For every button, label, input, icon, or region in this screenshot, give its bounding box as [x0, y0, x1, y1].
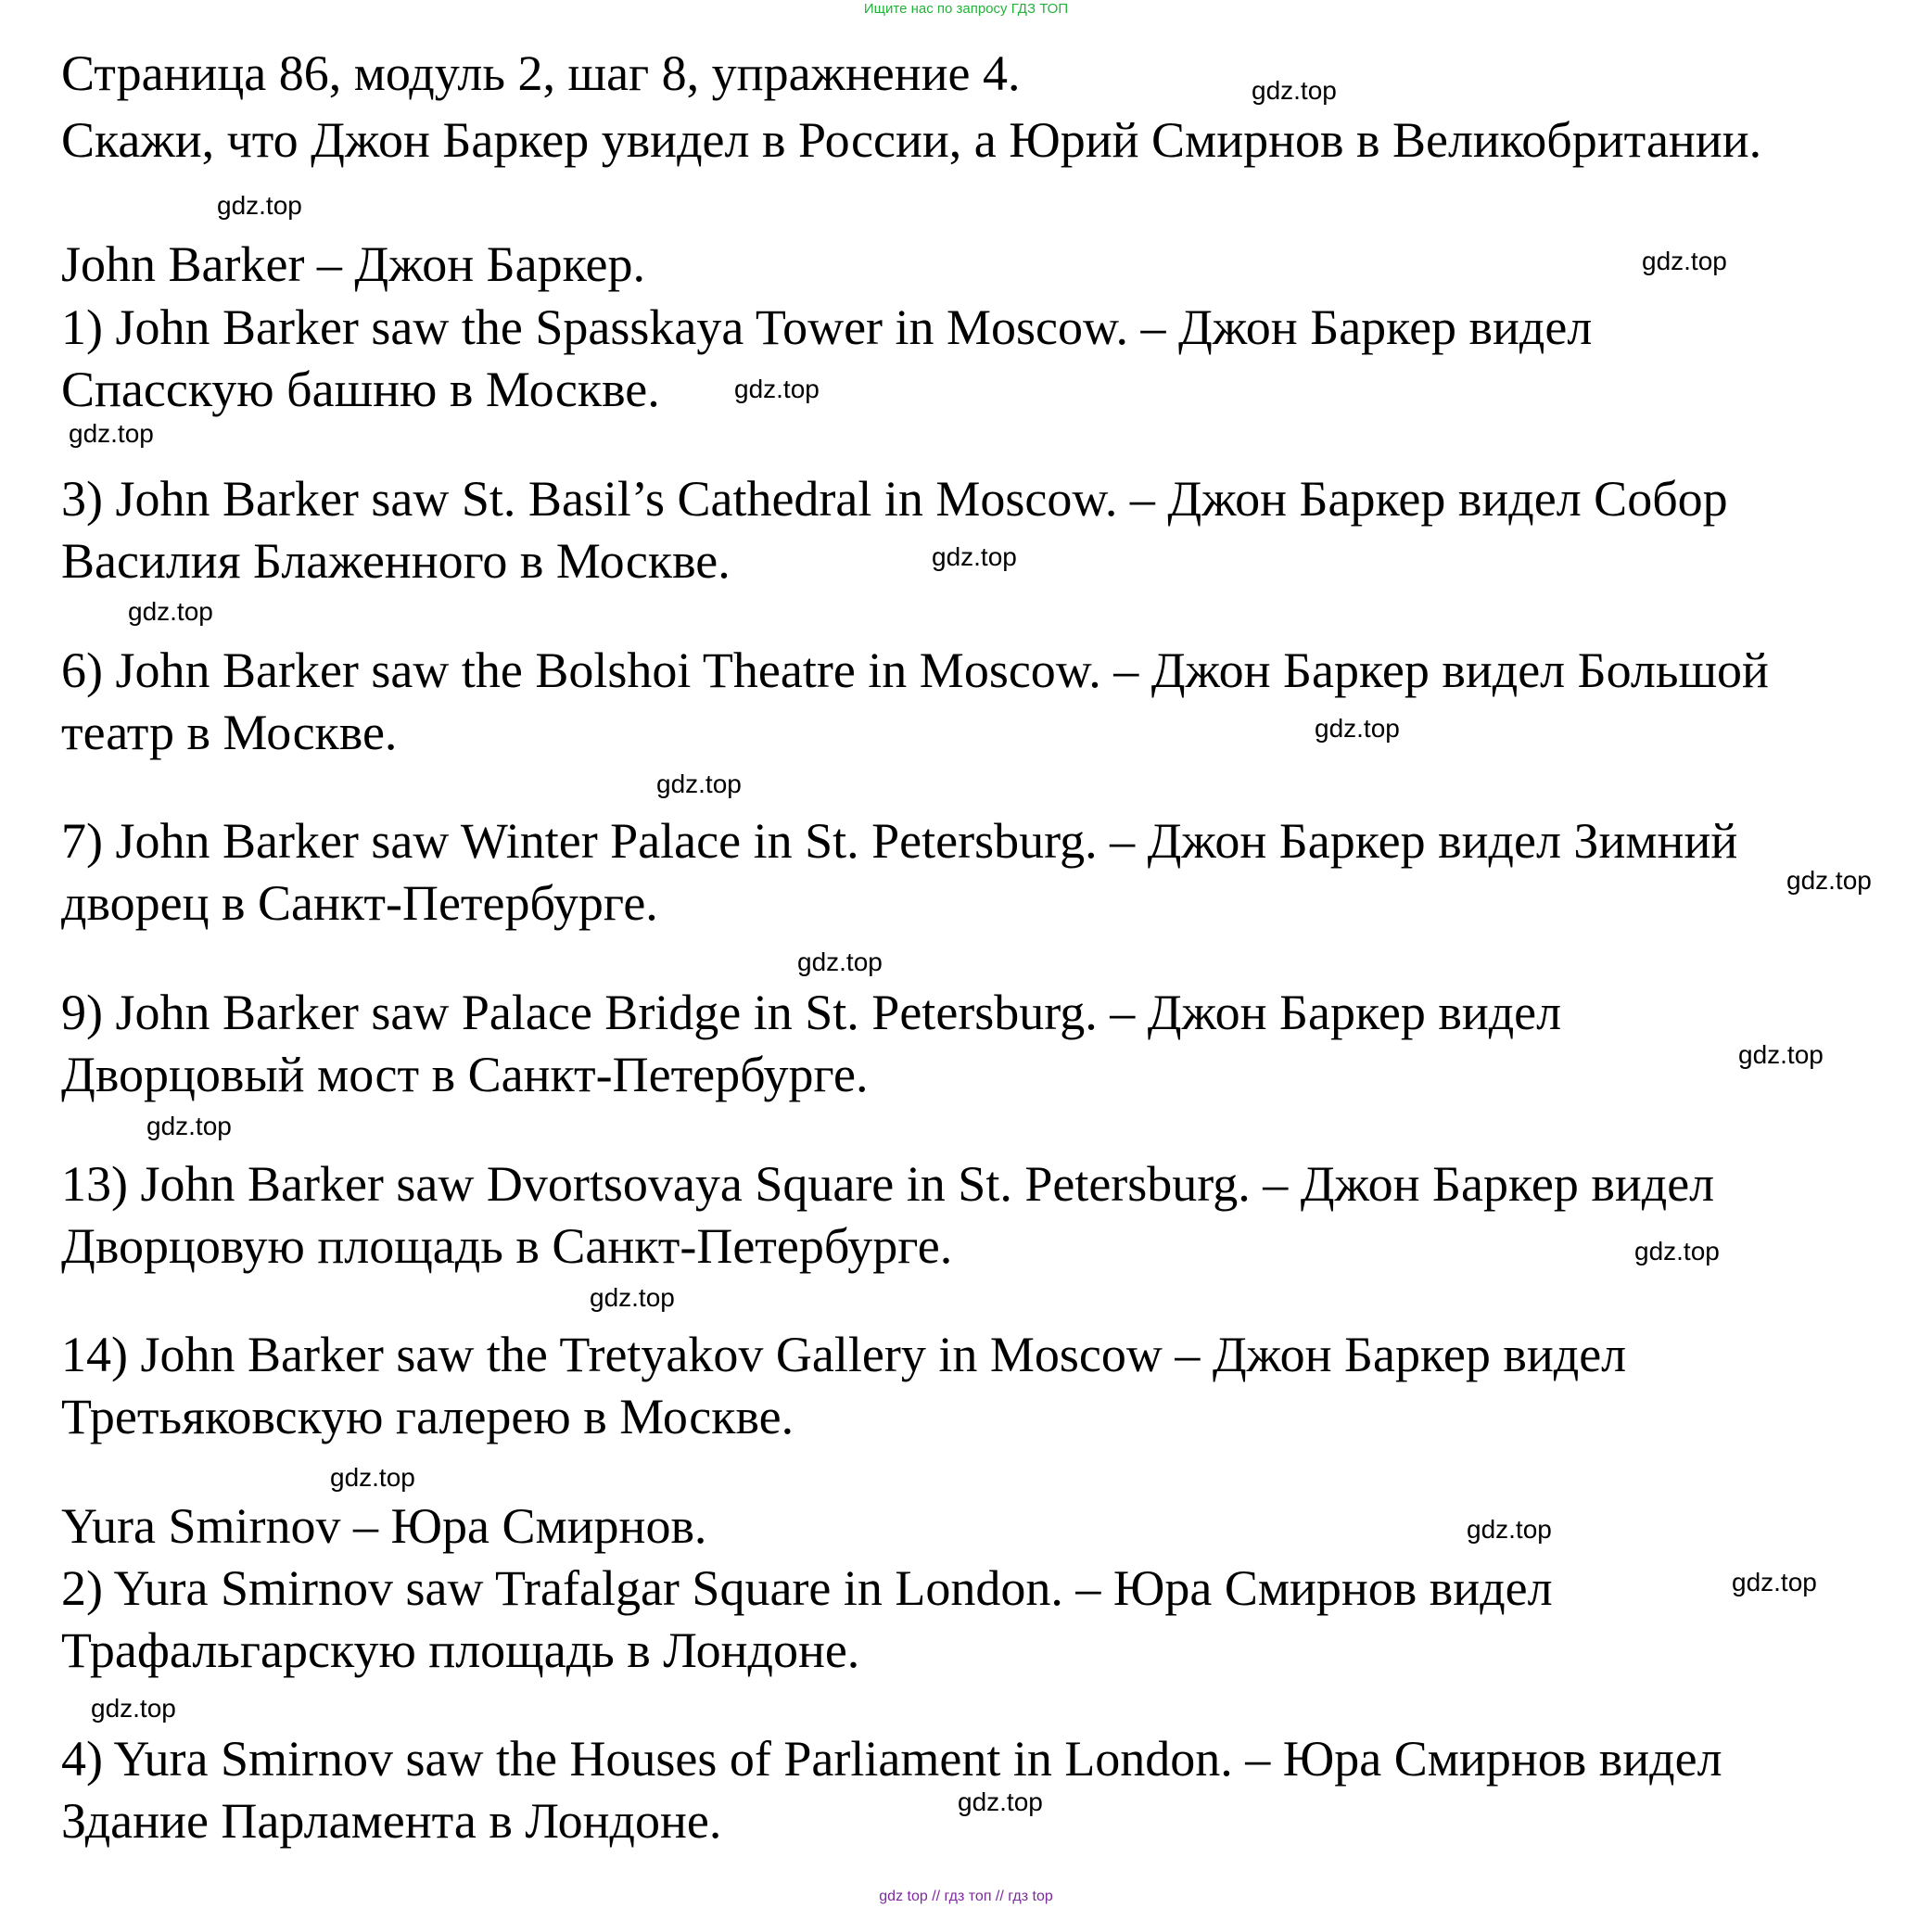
item-line: 14) John Barker saw the Tretyakov Gallery in Moscow – Джон Баркер видел — [61, 1327, 1627, 1382]
watermark: gdz.top — [1732, 1568, 1817, 1596]
top-banner: Ищите нас по запросу ГДЗ ТОП — [863, 1, 1069, 17]
watermark: gdz.top — [932, 542, 1017, 571]
item-line: 2) Yura Smirnov saw Trafalgar Square in London. – Юра Смирнов видел — [61, 1560, 1553, 1616]
task-text: Скажи, что Джон Баркер увидел в России, а Юрий Смирнов в Великобритании. — [61, 112, 1762, 168]
item-line: дворец в Санкт-Петербурге. — [61, 875, 658, 931]
item-line: Дворцовую площадь в Санкт-Петербурге. — [61, 1218, 953, 1274]
item-line: 7) John Barker saw Winter Palace in St. Petersburg. – Джон Баркер видел Зимний — [61, 813, 1738, 869]
watermark: gdz.top — [146, 1112, 232, 1140]
watermark: gdz.top — [69, 419, 154, 448]
bottom-banner: gdz top // гдз топ // гдз top — [879, 1889, 1053, 1904]
section-title-john: John Barker – Джон Баркер. — [61, 236, 645, 292]
item-line: 6) John Barker saw the Bolshoi Theatre in Moscow. – Джон Баркер видел Большой — [61, 642, 1769, 698]
page-heading: Страница 86, модуль 2, шаг 8, упражнение 4. — [61, 45, 1021, 101]
watermark: gdz.top — [330, 1463, 415, 1492]
item-line: Василия Блаженного в Москве. — [61, 533, 731, 589]
watermark: gdz.top — [1252, 76, 1337, 105]
watermark: gdz.top — [734, 375, 820, 403]
item-line: театр в Москве. — [61, 705, 398, 760]
item-line: Трафальгарскую площадь в Лондоне. — [61, 1622, 860, 1678]
watermark: gdz.top — [128, 597, 213, 626]
item-line: Здание Парламента в Лондоне. — [61, 1793, 722, 1849]
watermark: gdz.top — [797, 948, 883, 976]
item-line: 1) John Barker saw the Spasskaya Tower in Moscow. – Джон Баркер видел — [61, 299, 1593, 355]
watermark: gdz.top — [656, 770, 742, 798]
item-line: 4) Yura Smirnov saw the Houses of Parliament in London. – Юра Смирнов видел — [61, 1731, 1722, 1787]
watermark: gdz.top — [217, 191, 302, 220]
item-line: 9) John Barker saw Palace Bridge in St. Petersburg. – Джон Баркер видел — [61, 985, 1562, 1040]
item-line: 3) John Barker saw St. Basil’s Cathedral in Moscow. – Джон Баркер видел Собор — [61, 471, 1728, 527]
watermark: gdz.top — [1634, 1237, 1720, 1266]
watermark: gdz.top — [958, 1787, 1043, 1816]
item-line: Спасскую башню в Москве. — [61, 362, 660, 417]
item-line: Третьяковскую галерею в Москве. — [61, 1389, 794, 1444]
watermark: gdz.top — [91, 1694, 176, 1723]
section-title-yura: Yura Smirnov – Юра Смирнов. — [61, 1498, 707, 1554]
watermark: gdz.top — [1315, 714, 1400, 743]
watermark: gdz.top — [1642, 247, 1727, 275]
watermark: gdz.top — [590, 1283, 675, 1312]
watermark: gdz.top — [1738, 1040, 1824, 1069]
item-line: 13) John Barker saw Dvortsovaya Square in St. Petersburg. – Джон Баркер видел — [61, 1156, 1715, 1212]
item-line: Дворцовый мост в Санкт-Петербурге. — [61, 1047, 869, 1102]
watermark: gdz.top — [1467, 1515, 1552, 1544]
watermark: gdz.top — [1786, 866, 1872, 895]
